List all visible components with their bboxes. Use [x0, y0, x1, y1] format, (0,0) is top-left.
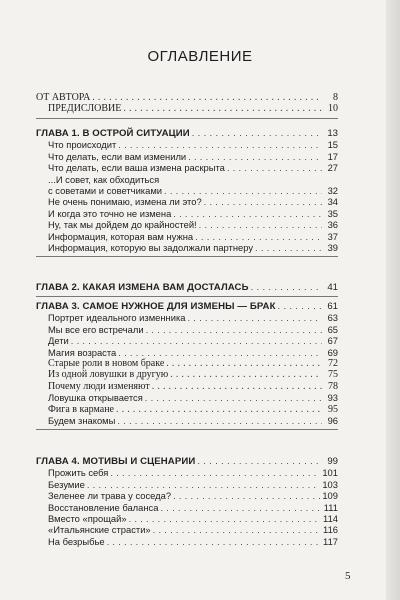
toc-entry-title: Из одной ловушки в другую: [48, 369, 169, 381]
leader-dots: [195, 231, 322, 242]
leader-dots: [146, 324, 322, 335]
chapter-title: ГЛАВА 3. САМОЕ НУЖНОЕ ДЛЯ ИЗМЕНЫ — БРАК: [36, 301, 276, 312]
toc-entry: [36, 196, 338, 207]
toc-entry-title: Безумие: [48, 478, 85, 490]
toc-entry-title: ОТ АВТОРА: [36, 92, 91, 103]
chapter-heading: [36, 282, 338, 293]
toc-entry: [36, 467, 338, 478]
page-number: 5: [345, 570, 351, 582]
leader-dots: [71, 335, 322, 346]
toc-entry-page: 93: [327, 392, 338, 404]
toc-entry: [36, 162, 338, 173]
chapter-heading: [36, 301, 338, 312]
toc-entry: [36, 404, 338, 415]
leader-dots: [107, 536, 321, 547]
toc-entry-page: 35: [327, 207, 338, 219]
toc-entry-page: 109: [322, 490, 338, 502]
toc-entry-title: Портрет идеального изменника: [48, 312, 186, 324]
toc-entry-title: Фига в кармане: [48, 403, 114, 415]
toc-chapter-4: [36, 456, 338, 550]
toc-entry-page: 67: [327, 335, 338, 347]
leader-dots: [255, 242, 322, 253]
toc-entry-title: Почему люди изменяют: [48, 380, 150, 392]
page-spine-edge: [386, 0, 400, 600]
toc-entry-title: ...И совет, как обходиться: [48, 173, 160, 185]
leader-dots: [145, 392, 322, 403]
leader-dots: [197, 456, 322, 467]
toc-entry: [36, 151, 338, 162]
toc-entry-page: 39: [327, 241, 338, 253]
leader-dots: [117, 415, 322, 426]
toc-entry-page: 34: [327, 196, 338, 208]
toc-entry-title: Прожить себя: [48, 467, 109, 479]
leader-dots: [164, 185, 322, 196]
toc-chapter-1: [36, 128, 338, 257]
toc-entry: [36, 324, 338, 335]
toc-chapter-2: [36, 282, 338, 297]
toc-entry: [36, 369, 338, 380]
toc-entry-title: На безрыбье: [48, 535, 105, 547]
toc-entry: [36, 185, 338, 196]
toc-entry-page: 15: [327, 139, 338, 151]
toc-entry-page: 37: [327, 230, 338, 242]
toc-chapter-3: [36, 301, 338, 430]
toc-entry-title: Будем знакомы: [48, 414, 116, 426]
toc-entry: [36, 231, 338, 242]
toc-entry: [36, 536, 338, 547]
chapter-page: 41: [327, 282, 338, 293]
toc-entry: [36, 103, 338, 114]
toc-entry-title: Что делать, если вам изменили: [48, 150, 187, 162]
toc-entry-title: Восстановление баланса: [48, 501, 159, 513]
leader-dots: [160, 502, 321, 513]
chapter-heading: [36, 456, 338, 467]
toc-entry: [36, 335, 338, 346]
toc-entry-page: 117: [323, 535, 338, 547]
leader-dots: [192, 128, 322, 139]
toc-entry-title: Зеленее ли трава у соседа?: [48, 490, 172, 502]
leader-dots: [188, 151, 322, 162]
toc-entry-title: Что происходит: [48, 139, 117, 151]
toc-entry-title: И когда это точно не измена: [48, 207, 172, 219]
toc-entry-page: 32: [327, 184, 338, 196]
toc-entry-title: «Итальянские страсти»: [48, 524, 151, 536]
toc-entry-page: 63: [327, 312, 338, 324]
leader-dots: [118, 347, 322, 358]
toc-entry-title: Что делать, если ваша измена раскрыта: [48, 162, 225, 174]
leader-dots: [153, 524, 321, 535]
toc-entry-title: Информация, которая вам нужна: [48, 230, 194, 242]
toc-entry-page: 27: [327, 162, 338, 174]
toc-entry-page: 116: [323, 524, 338, 536]
toc-entry: [36, 208, 338, 219]
toc-front-matter: [36, 92, 338, 119]
toc-entry: [36, 242, 338, 253]
toc-entry-title: Магия возраста: [48, 346, 117, 358]
leader-dots: [173, 490, 320, 501]
toc-entry-title: Мы все его встречали: [48, 323, 144, 335]
toc-entry: [36, 139, 338, 150]
chapter-title: ГЛАВА 4. МОТИВЫ И СЦЕНАРИИ: [36, 456, 196, 467]
toc-entry-page: 10: [328, 103, 338, 115]
leader-dots: [188, 312, 323, 323]
toc-entry-title: Ловушка открывается: [48, 392, 143, 404]
toc-entry-page: 114: [323, 512, 338, 524]
toc-entry-title: ПРЕДИСЛОВИЕ: [48, 103, 122, 115]
toc-entry-title: Дети: [48, 335, 69, 347]
toc-entry-page: 72: [328, 357, 338, 369]
toc-entry: [36, 174, 338, 185]
leader-dots: [166, 358, 322, 369]
toc-entry: [36, 381, 338, 392]
leader-dots: [152, 381, 322, 392]
toc-entry-page: 36: [327, 219, 338, 231]
leader-dots: [227, 162, 322, 173]
page-title: ОГЛАВЛЕНИЕ: [147, 48, 253, 65]
chapter-page: 13: [327, 128, 338, 139]
leader-dots: [204, 196, 322, 207]
toc-entry-page: 96: [327, 414, 338, 426]
toc-entry-title: Ну, так мы дойдем до крайностей!: [48, 219, 197, 231]
toc-entry: [36, 479, 338, 490]
toc-entry: [36, 513, 338, 524]
leader-dots: [87, 479, 321, 490]
toc-entry-page: 103: [322, 478, 338, 490]
toc-entry: [36, 502, 338, 513]
toc-entry-page: 75: [328, 369, 338, 381]
toc-entry-title: Вместо «прощай»: [48, 512, 127, 524]
toc-entry-page: 8: [333, 92, 338, 103]
toc-entry-page: 111: [323, 501, 338, 513]
toc-entry-title: с советами и советчиками: [48, 184, 163, 196]
toc-entry: [36, 219, 338, 230]
leader-dots: [199, 219, 322, 230]
toc-entry: [36, 490, 338, 501]
toc-entry-page: 69: [327, 346, 338, 358]
leader-dots: [251, 282, 322, 293]
chapter-page: 99: [327, 456, 338, 467]
toc-entry-title: Старые роли в новом браке: [48, 357, 165, 369]
toc-entry: [36, 415, 338, 426]
toc-entry-title: Не очень понимаю, измена ли это?: [48, 196, 202, 208]
chapter-heading: [36, 128, 338, 139]
toc-entry: [36, 312, 338, 323]
chapter-title: ГЛАВА 1. В ОСТРОЙ СИТУАЦИИ: [36, 128, 190, 139]
toc-entry-title: Информация, которую вы задолжали партнеру: [48, 241, 254, 253]
leader-dots: [116, 404, 322, 415]
toc-entry: [36, 92, 338, 103]
toc-entry-page: 17: [327, 150, 338, 162]
toc-entry: [36, 524, 338, 535]
leader-dots: [118, 139, 322, 150]
toc-entry: [36, 347, 338, 358]
leader-dots: [129, 513, 321, 524]
toc-entry-page: 65: [327, 323, 338, 335]
toc-entry-page: 78: [328, 380, 338, 392]
chapter-title: ГЛАВА 2. КАКАЯ ИЗМЕНА ВАМ ДОСТАЛАСЬ: [36, 282, 249, 293]
leader-dots: [173, 208, 322, 219]
toc-entry: [36, 358, 338, 369]
leader-dots: [278, 301, 322, 312]
leader-dots: [92, 92, 322, 103]
toc-entry-page: 95: [328, 403, 338, 415]
toc-entry-page: 101: [322, 467, 338, 479]
leader-dots: [123, 103, 322, 114]
leader-dots: [170, 369, 322, 380]
chapter-page: 61: [327, 301, 338, 312]
toc-entry: [36, 392, 338, 403]
leader-dots: [110, 467, 320, 478]
